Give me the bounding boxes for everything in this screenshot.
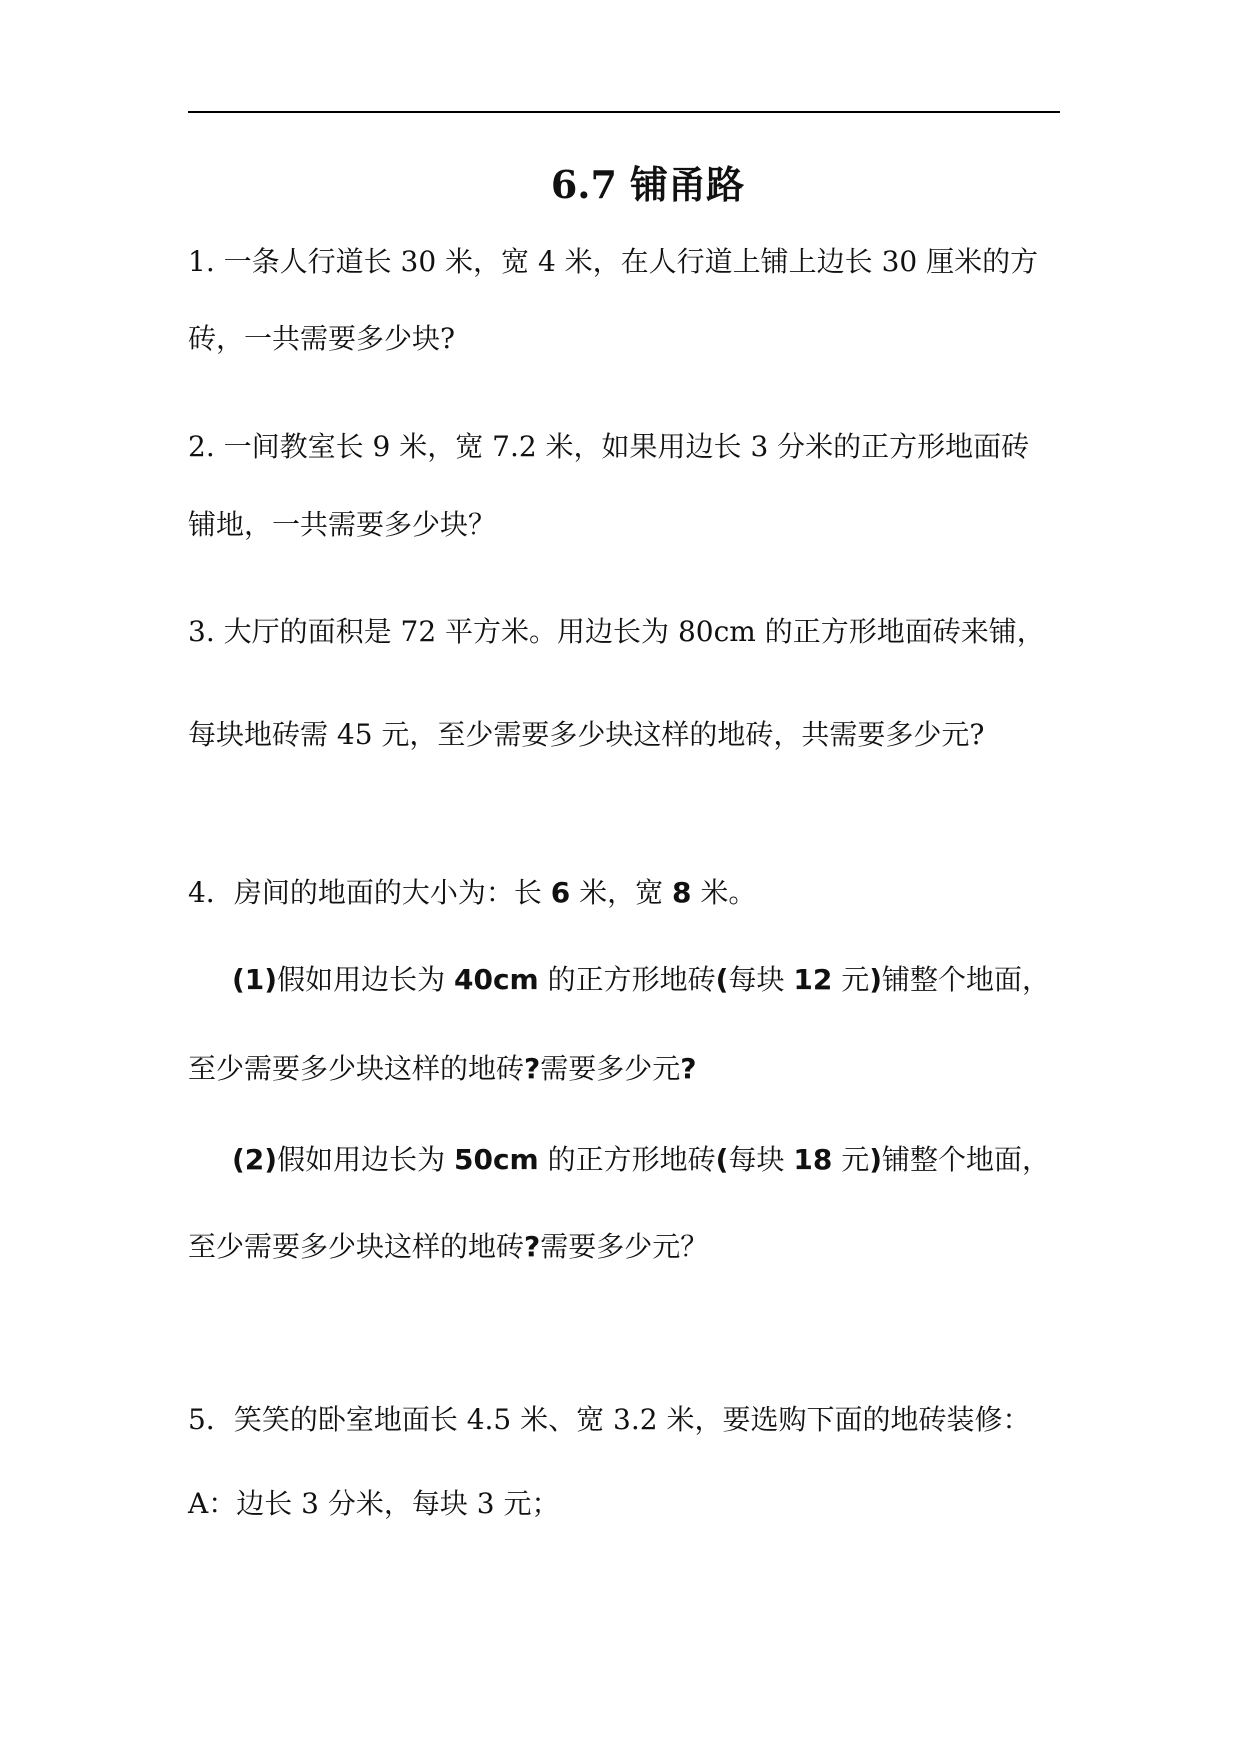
q4-p1-line2-a: 至少需要多少块这样的地砖	[188, 1052, 525, 1085]
question-2-line-2: 铺地，一共需要多少块？	[188, 508, 497, 541]
q4-p2-size: 50cm	[453, 1143, 539, 1176]
q4-intro-text-b: 米，宽	[570, 876, 673, 909]
q4-p2-qmark: ?	[524, 1230, 541, 1263]
q4-p2-price: 18	[793, 1143, 833, 1176]
q4-p2-paren-close: )	[869, 1143, 883, 1176]
q4-p1-number: (1)	[232, 963, 278, 996]
q4-p1-price: 12	[793, 963, 833, 996]
question-1-line-2: 砖，一共需要多少块?	[188, 322, 456, 355]
q4-length-value: 6	[550, 876, 571, 909]
q4-p2-text-2: 的正方形地砖	[538, 1143, 716, 1176]
q4-p2-paren-open: (	[715, 1143, 729, 1176]
q4-p2-text-4: 元	[832, 1143, 870, 1176]
q4-p1-text-3: 每块	[728, 963, 794, 996]
page-title: 6.7 铺甬路	[550, 162, 745, 207]
question-4-intro	[188, 873, 756, 913]
question-4-part-1-line-2	[188, 1049, 697, 1089]
q4-p1-paren-open: (	[715, 963, 729, 996]
q4-p1-paren-close: )	[869, 963, 883, 996]
q4-p1-qmark: ?	[524, 1052, 541, 1085]
q4-width-value: 8	[672, 876, 692, 909]
q4-p2-line2-a: 至少需要多少块这样的地砖	[188, 1230, 525, 1263]
q4-p1-text-1: 假如用边长为	[277, 963, 454, 996]
q4-p1-text-5: 铺整个地面，	[882, 963, 1051, 996]
q4-p2-text-3: 每块	[728, 1143, 794, 1176]
q4-p2-number: (2)	[232, 1143, 278, 1176]
q4-intro-text-c: 米。	[691, 876, 757, 909]
q4-p1-size: 40cm	[453, 963, 539, 996]
q4-p1-line2-b: 需要多少元	[540, 1052, 681, 1085]
question-5-line-1: 5．笑笑的卧室地面长 4.5 米、宽 3.2 米，要选购下面的地砖装修：	[188, 1403, 1031, 1436]
q4-p2-text-1: 假如用边长为	[277, 1143, 454, 1176]
question-1-line-1: 1. 一条人行道长 30 米，宽 4 米，在人行道上铺上边长 30 厘米的方	[188, 245, 1039, 278]
q4-p2-line2-b: 需要多少元？	[540, 1230, 709, 1263]
question-3-line-2: 每块地砖需 45 元，至少需要多少块这样的地砖，共需要多少元?	[188, 718, 985, 751]
question-4-part-1-line-1	[232, 960, 1050, 1000]
question-5-option-a: A：边长 3 分米，每块 3 元；	[188, 1487, 560, 1520]
q4-p1-text-2: 的正方形地砖	[538, 963, 716, 996]
header-rule	[188, 111, 1060, 113]
q4-p2-text-5: 铺整个地面，	[882, 1143, 1051, 1176]
question-4-part-2-line-1	[232, 1140, 1050, 1180]
question-3-line-1: 3. 大厅的面积是 72 平方米。用边长为 80cm 的正方形地面砖来铺，	[188, 615, 1045, 648]
q4-p1-text-4: 元	[832, 963, 870, 996]
question-2-line-1: 2. 一间教室长 9 米，宽 7.2 米，如果用边长 3 分米的正方形地面砖	[188, 430, 1030, 463]
question-4-part-2-line-2	[188, 1227, 708, 1267]
q4-p1-qmark-end: ?	[680, 1052, 697, 1085]
q4-intro-text-a: 4．房间的地面的大小为：长	[188, 876, 551, 909]
